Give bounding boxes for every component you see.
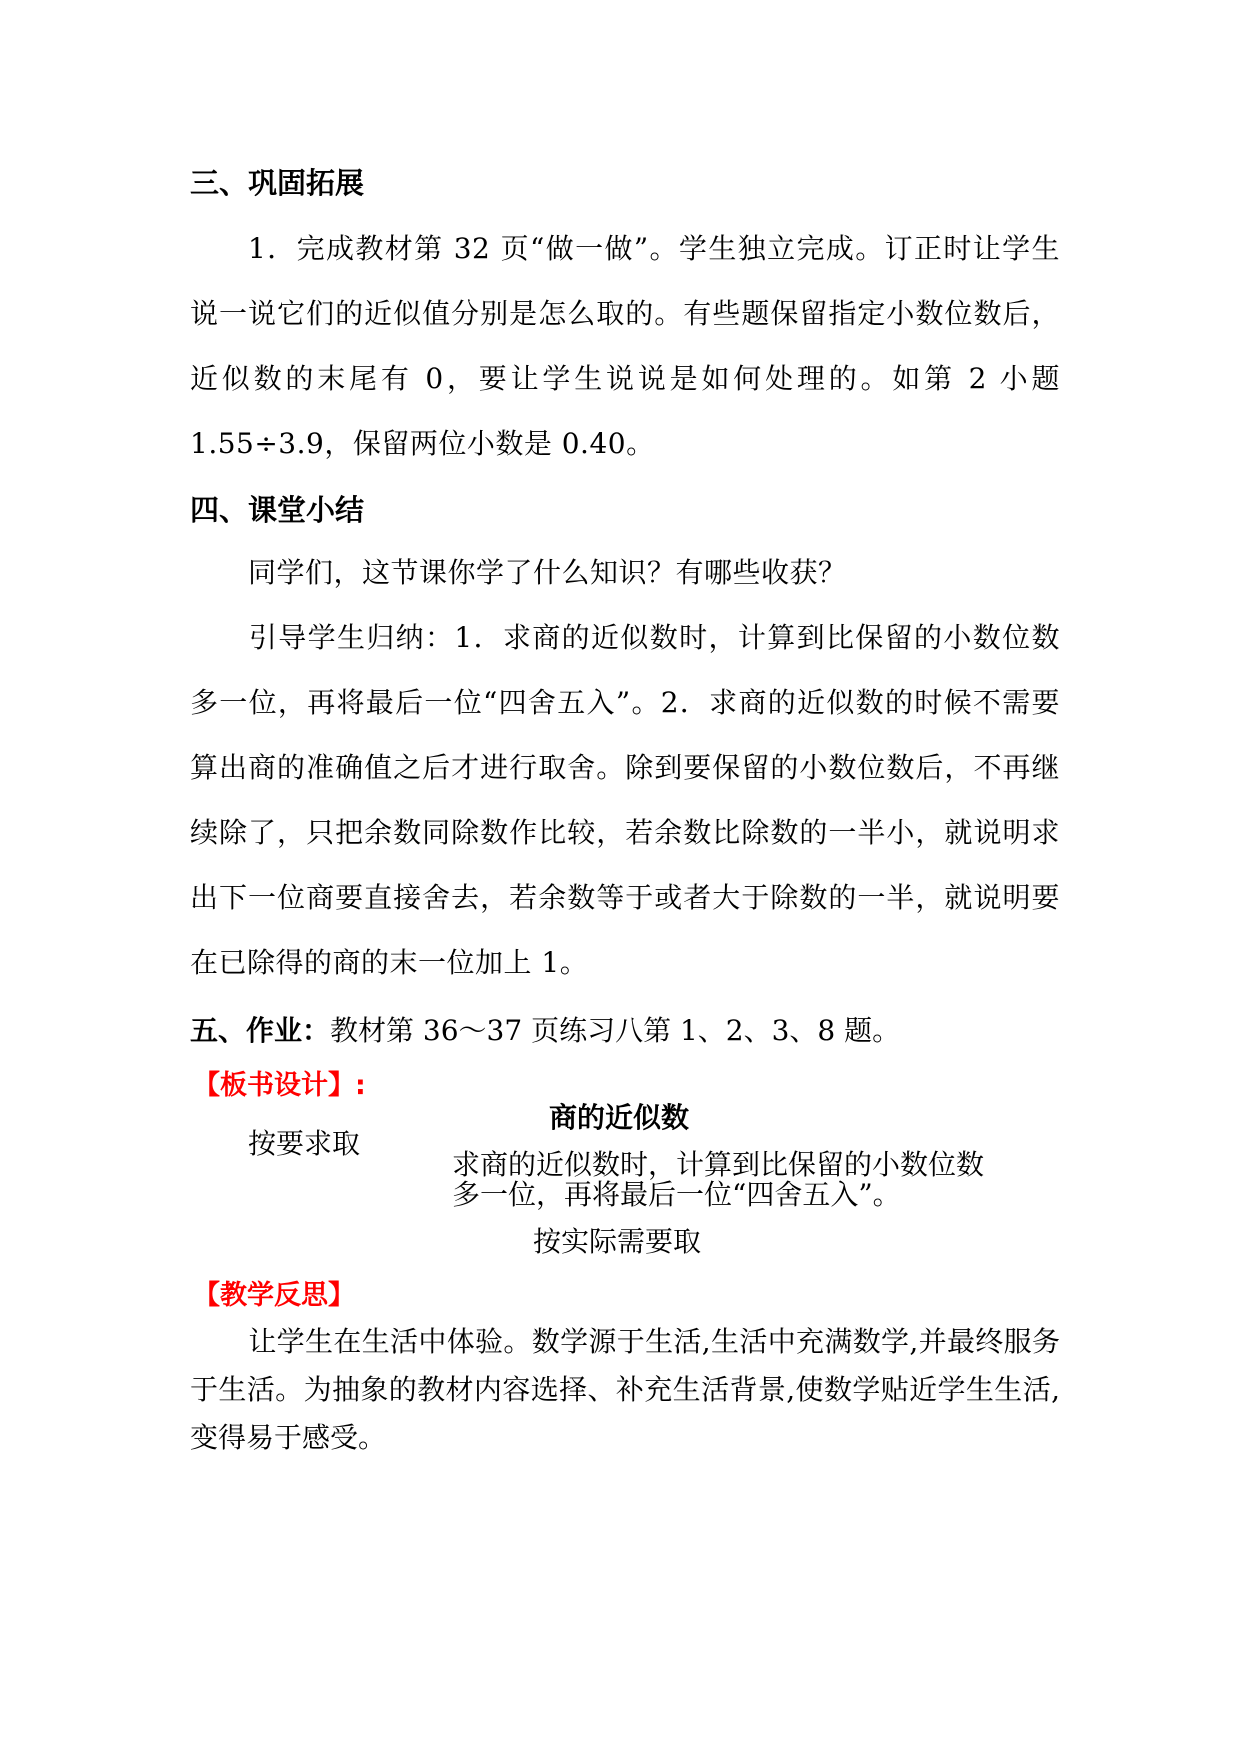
section-4-summary-paragraph <box>190 605 1060 995</box>
reflection-paragraph <box>190 1318 1060 1462</box>
reflection-label: 【教学反思】 <box>193 1280 355 1311</box>
board-rule-line-2: 多一位，再将最后一位“四舍五入”。 <box>452 1178 901 1211</box>
section-5-line <box>190 1011 900 1051</box>
section-4-question: 同学们，这节课你学了什么知识？有哪些收获？ <box>248 556 847 589</box>
section-3-text: 1．完成教材第 32 页“做一做”。学生独立完成。订正时让学生说一说它们的近似值分别是怎么取的。有些题保留指定小数位数后，近似数的末尾有 0，要让学生说说是如何处理的。如第 2 小题 1.55÷3.9，保留两位小数是 0.40。 <box>190 232 1060 460</box>
section-4-question-paragraph <box>190 540 1060 605</box>
section-4-heading: 四、课堂小结 <box>190 493 365 527</box>
board-bottom-label: 按实际需要取 <box>533 1225 702 1258</box>
section-5-heading: 五、作业： <box>190 1014 331 1047</box>
section-3-paragraph <box>190 216 1060 476</box>
board-design-label: 【板书设计】: <box>193 1070 366 1101</box>
board-rule-line-1: 求商的近似数时，计算到比保留的小数位数 <box>452 1148 985 1181</box>
section-4-summary: 引导学生归纳：1．求商的近似数时，计算到比保留的小数位数多一位，再将最后一位“四舍五入”。2．求商的近似数的时候不需要算出商的准确值之后才进行取舍。除到要保留的小数位数后，不再继续除了，只把余数同除数作比较，若余数比除数的一半小，就说明求出下一位商要直接舍去，若余数等于或者大于除数的一半，就说明要在已除得的商的末一位加上 1。 <box>190 621 1060 979</box>
section-3-heading: 三、巩固拓展 <box>190 166 365 200</box>
section-5-text: 教材第 36～37 页练习八第 1、2、3、8 题。 <box>330 1014 901 1047</box>
board-title: 商的近似数 <box>549 1101 690 1134</box>
reflection-text: 让学生在生活中体验。数学源于生活,生活中充满数学,并最终服务于生活。为抽象的教材内容选择、补充生活背景,使数学贴近学生生活,变得易于感受。 <box>190 1325 1060 1454</box>
board-rule-box <box>452 1150 1012 1210</box>
board-left-label: 按要求取 <box>248 1127 361 1160</box>
